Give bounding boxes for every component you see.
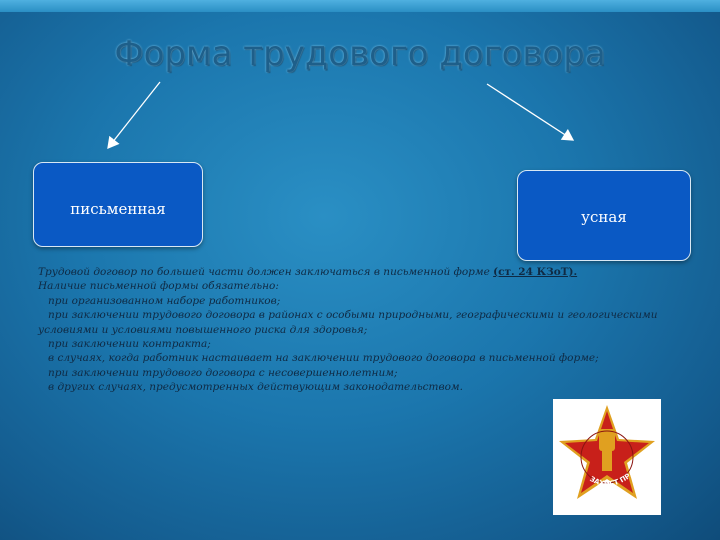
oral-form-box [517, 170, 691, 261]
body-text [38, 265, 678, 395]
badge-text: ЗАХИСТ ПРА [588, 468, 637, 489]
slide-title: Форма трудового договора [114, 34, 606, 74]
arrow-left [108, 82, 160, 148]
list-item: при организованном наборе работников; [48, 294, 281, 307]
arrow-right [487, 84, 573, 140]
intro-line [38, 265, 678, 279]
list-item: при заключении контракта; [48, 338, 211, 351]
labor-protection-badge [553, 399, 661, 515]
intro-text: Трудовой договор по большей части должен заключаться в письменной форме [38, 266, 494, 278]
list-item: в других случаях, предусмотренных действующим законодательством. [48, 381, 463, 394]
list-item: при заключении трудового договора с несовершеннолетним; [48, 366, 398, 379]
list-item-continuation: условиями и условиями повышенного риска для здоровья; [38, 323, 368, 336]
written-form-box [33, 162, 203, 247]
written-form-label: письменная [70, 200, 166, 218]
star-fist-emblem-icon [553, 399, 661, 515]
list-item: в случаях, когда работник настаивает на заключении трудового договора в письменной форме; [48, 352, 599, 365]
mandatory-heading: Наличие письменной формы обязательно: [38, 280, 279, 293]
oral-form-label: усная [581, 208, 627, 226]
law-reference: (ст. 24 КЗоТ). [493, 266, 578, 278]
list-item: при заключении трудового договора в районах с особыми природными, географическими и геологическими [48, 309, 658, 322]
